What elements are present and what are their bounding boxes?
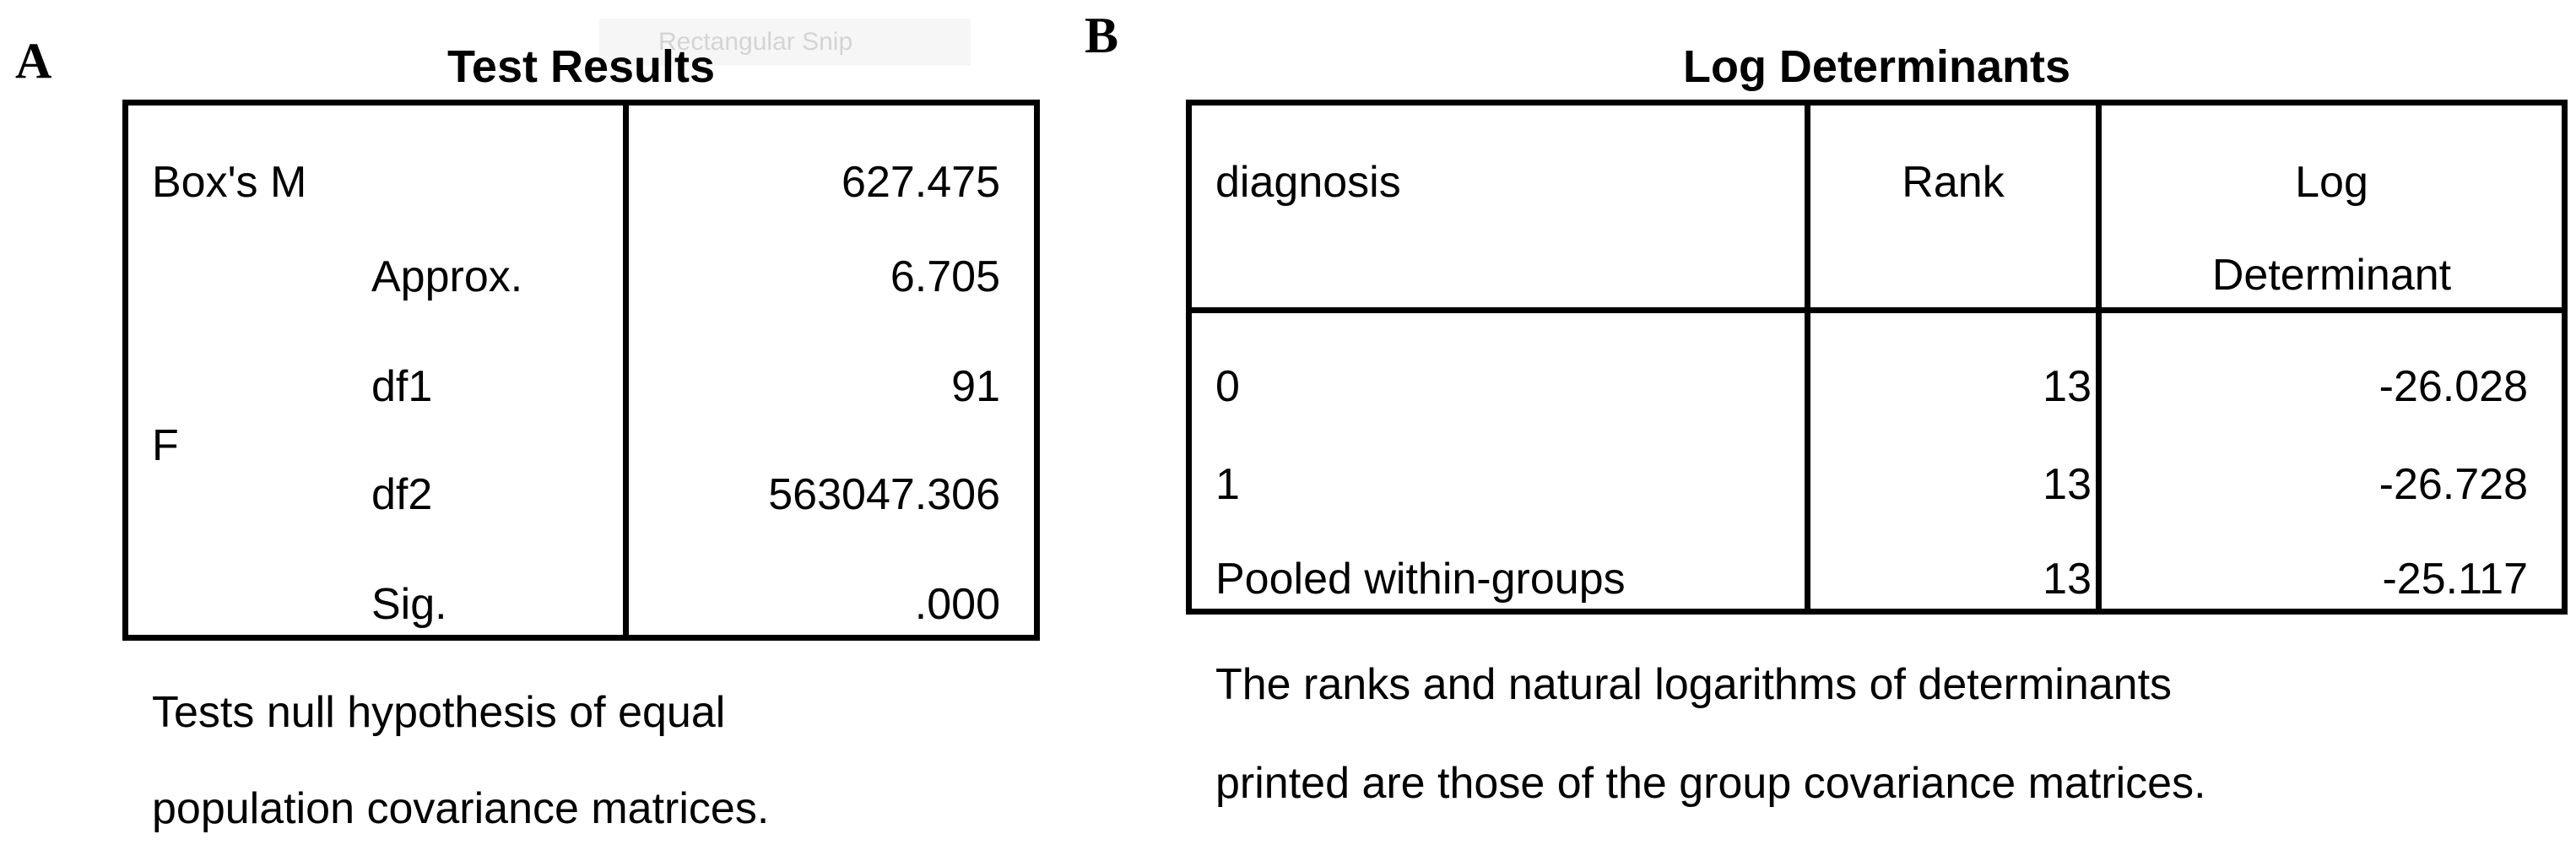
f-label: F [152,421,179,470]
row-diagnosis: 1 [1215,460,1240,509]
row-log-determinant: -26.028 [2378,362,2528,411]
df1-value: 91 [951,362,1000,411]
log-determinants-title: Log Determinants [1682,41,2071,92]
test-results-title: Test Results [446,41,716,92]
row-rank: 13 [2043,460,2092,509]
row-diagnosis: Pooled within-groups [1215,555,1626,604]
sig-label: Sig. [371,580,447,629]
row-log-determinant: -25.117 [2382,555,2528,604]
approx-label: Approx. [371,252,523,301]
header-log-determinant-line2: Determinant [2211,251,2452,300]
header-log-determinant-line1: Log [2295,158,2368,207]
snip-overlay-text: Rectangular Snip [658,28,853,56]
df2-value: 563047.306 [768,470,1000,519]
test-results-footnote-line1: Tests null hypothesis of equal [152,688,726,737]
panel-label-b: B [1085,8,1119,63]
boxm-label: Box's M [152,158,307,207]
log-determinants-footnote-line1: The ranks and natural logarithms of determinants [1215,660,2173,709]
df2-label: df2 [371,470,433,519]
row-diagnosis: 0 [1215,362,1240,411]
test-results-footnote-line2: population covariance matrices. [152,784,770,833]
log-determinants-divider-2 [2096,100,2102,615]
log-determinants-footnote-line2: printed are those of the group covariance matrices. [1215,759,2206,808]
row-log-determinant: -26.728 [2378,460,2528,509]
header-diagnosis: diagnosis [1215,158,1401,207]
sig-value: .000 [914,580,1000,629]
header-rank: Rank [1902,158,2005,207]
log-determinants-divider-1 [1805,100,1810,615]
row-rank: 13 [2043,555,2092,604]
df1-label: df1 [371,362,433,411]
boxm-value: 627.475 [842,158,1000,207]
approx-value: 6.705 [890,252,1000,301]
row-rank: 13 [2043,362,2092,411]
log-determinants-header-rule [1186,307,2568,313]
panel-label-a: A [15,33,52,89]
test-results-divider [623,100,629,641]
